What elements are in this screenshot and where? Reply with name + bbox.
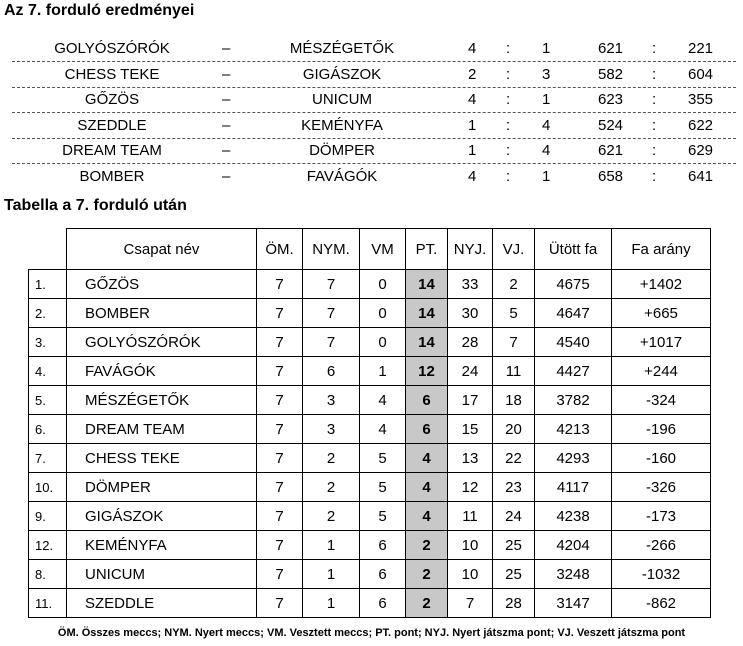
om-cell: 7 xyxy=(257,328,303,357)
vm-cell: 5 xyxy=(360,444,406,473)
om-cell: 7 xyxy=(257,415,303,444)
rank-cell: 11. xyxy=(29,589,67,618)
ratio-cell: -324 xyxy=(612,386,711,415)
pins-cell: 4238 xyxy=(535,502,612,531)
home-sets: 4 xyxy=(468,40,477,57)
home-pins: 621 xyxy=(598,142,624,159)
table-row xyxy=(29,270,711,299)
vm-cell: 0 xyxy=(360,299,406,328)
away-pins: 629 xyxy=(688,142,714,159)
nyj-cell: 17 xyxy=(448,386,493,415)
nyj-cell: 7 xyxy=(448,589,493,618)
nym-cell: 7 xyxy=(303,270,360,299)
pt-cell: 14 xyxy=(406,270,448,299)
pt-cell: 2 xyxy=(406,560,448,589)
nyj-cell: 33 xyxy=(448,270,493,299)
home-pins: 623 xyxy=(598,91,624,108)
pt-cell: 6 xyxy=(406,415,448,444)
pt-cell: 2 xyxy=(406,589,448,618)
footnote: ÖM. Összes meccs; NYM. Nyert meccs; VM. Vesztett meccs; PT. pont; NYJ. Nyert játszma pont; VJ. Veszett játszma pont xyxy=(57,627,686,639)
team-cell: FAVÁGÓK xyxy=(67,357,257,386)
nym-cell: 1 xyxy=(303,560,360,589)
om-cell: 7 xyxy=(257,473,303,502)
table-row xyxy=(29,560,711,589)
vm-cell: 4 xyxy=(360,386,406,415)
separator: : xyxy=(506,116,511,134)
vj-cell: 23 xyxy=(493,473,535,502)
vj-cell: 11 xyxy=(493,357,535,386)
away-team: DÖMPER xyxy=(309,142,375,159)
ratio-cell: -266 xyxy=(612,531,711,560)
table-row xyxy=(29,386,711,415)
ratio-cell: +1017 xyxy=(612,328,711,357)
team-cell: DREAM TEAM xyxy=(67,415,257,444)
vm-cell: 0 xyxy=(360,270,406,299)
ratio-cell: -862 xyxy=(612,589,711,618)
separator: : xyxy=(652,142,657,159)
result-row xyxy=(12,36,736,62)
separator: : xyxy=(652,91,657,108)
nym-cell: 2 xyxy=(303,473,360,502)
separator: : xyxy=(506,91,511,108)
vm-cell: 6 xyxy=(360,531,406,560)
team-cell: GIGÁSZOK xyxy=(67,502,257,531)
vj-cell: 7 xyxy=(493,328,535,357)
nym-cell: 3 xyxy=(303,415,360,444)
home-sets: 1 xyxy=(468,116,477,134)
vj-cell: 22 xyxy=(493,444,535,473)
nym-cell: 1 xyxy=(303,589,360,618)
team-cell: GOLYÓSZÓRÓK xyxy=(67,328,257,357)
column-header: ÖM. xyxy=(257,229,303,270)
nyj-cell: 12 xyxy=(448,473,493,502)
column-header: VJ. xyxy=(493,229,535,270)
om-cell: 7 xyxy=(257,299,303,328)
rank-cell: 5. xyxy=(29,386,67,415)
rank-cell: 9. xyxy=(29,502,67,531)
separator: : xyxy=(506,142,511,159)
nyj-cell: 10 xyxy=(448,560,493,589)
rank-cell: 4. xyxy=(29,357,67,386)
pins-cell: 3147 xyxy=(535,589,612,618)
result-row xyxy=(12,113,736,139)
ratio-cell: +1402 xyxy=(612,270,711,299)
rank-cell: 8. xyxy=(29,560,67,589)
team-cell: SZEDDLE xyxy=(67,589,257,618)
vm-cell: 5 xyxy=(360,473,406,502)
ratio-cell: -160 xyxy=(612,444,711,473)
team-cell: DÖMPER xyxy=(67,473,257,502)
om-cell: 7 xyxy=(257,357,303,386)
home-pins: 621 xyxy=(598,40,624,57)
dash: – xyxy=(222,167,231,185)
dash: – xyxy=(222,40,231,57)
pt-cell: 2 xyxy=(406,531,448,560)
away-team: MÉSZÉGETŐK xyxy=(289,40,395,57)
pins-cell: 3782 xyxy=(535,386,612,415)
team-cell: GŐZÖS xyxy=(67,270,257,299)
away-sets: 3 xyxy=(542,65,551,83)
away-sets: 1 xyxy=(542,167,551,185)
separator: : xyxy=(506,167,511,185)
home-sets: 4 xyxy=(468,167,477,185)
nym-cell: 6 xyxy=(303,357,360,386)
home-team: BOMBER xyxy=(79,167,145,185)
vm-cell: 4 xyxy=(360,415,406,444)
nym-cell: 7 xyxy=(303,299,360,328)
om-cell: 7 xyxy=(257,531,303,560)
nym-cell: 2 xyxy=(303,444,360,473)
home-sets: 2 xyxy=(468,65,477,83)
away-sets: 4 xyxy=(542,116,551,134)
ratio-cell: -326 xyxy=(612,473,711,502)
column-header: Csapat név xyxy=(67,229,257,270)
home-pins: 524 xyxy=(598,116,624,134)
result-row xyxy=(12,87,736,113)
home-team: GOLYÓSZÓRÓK xyxy=(54,40,170,57)
table-row xyxy=(29,357,711,386)
table-row xyxy=(29,531,711,560)
pt-cell: 4 xyxy=(406,444,448,473)
column-header: NYM. xyxy=(303,229,360,270)
pt-cell: 6 xyxy=(406,386,448,415)
home-sets: 1 xyxy=(468,142,477,159)
nyj-cell: 10 xyxy=(448,531,493,560)
om-cell: 7 xyxy=(257,560,303,589)
nym-cell: 3 xyxy=(303,386,360,415)
nyj-cell: 13 xyxy=(448,444,493,473)
om-cell: 7 xyxy=(257,589,303,618)
away-pins: 355 xyxy=(688,91,714,108)
result-row xyxy=(12,138,736,164)
pins-cell: 4117 xyxy=(535,473,612,502)
dash: – xyxy=(222,65,231,83)
standings-table xyxy=(28,228,711,618)
away-sets: 4 xyxy=(542,142,551,159)
vm-cell: 1 xyxy=(360,357,406,386)
nym-cell: 1 xyxy=(303,531,360,560)
result-row xyxy=(12,62,736,88)
home-team: GŐZÖS xyxy=(84,91,140,108)
home-team: CHESS TEKE xyxy=(64,65,160,83)
table-row xyxy=(29,444,711,473)
table-title: Tabella a 7. forduló után xyxy=(4,197,187,214)
vj-cell: 24 xyxy=(493,502,535,531)
pins-cell: 4427 xyxy=(535,357,612,386)
away-pins: 641 xyxy=(688,167,714,185)
result-row xyxy=(12,164,736,189)
pt-cell: 14 xyxy=(406,328,448,357)
pins-cell: 4675 xyxy=(535,270,612,299)
away-sets: 1 xyxy=(542,91,551,108)
home-team: DREAM TEAM xyxy=(62,142,162,159)
separator: : xyxy=(506,65,511,83)
team-cell: UNICUM xyxy=(67,560,257,589)
om-cell: 7 xyxy=(257,270,303,299)
home-team: SZEDDLE xyxy=(77,116,147,134)
column-header: PT. xyxy=(406,229,448,270)
vm-cell: 6 xyxy=(360,560,406,589)
dash: – xyxy=(222,116,231,134)
table-row xyxy=(29,328,711,357)
pt-cell: 4 xyxy=(406,473,448,502)
away-team: UNICUM xyxy=(312,91,372,108)
team-cell: MÉSZÉGETŐK xyxy=(67,386,257,415)
ratio-cell: -1032 xyxy=(612,560,711,589)
dash: – xyxy=(222,142,231,159)
away-pins: 604 xyxy=(688,65,714,83)
vj-cell: 5 xyxy=(493,299,535,328)
pins-cell: 4293 xyxy=(535,444,612,473)
nyj-cell: 28 xyxy=(448,328,493,357)
header-blank-cell xyxy=(29,229,67,270)
away-team: KEMÉNYFA xyxy=(301,116,383,134)
dash: – xyxy=(222,91,231,108)
rank-cell: 3. xyxy=(29,328,67,357)
om-cell: 7 xyxy=(257,386,303,415)
vj-cell: 2 xyxy=(493,270,535,299)
table-row xyxy=(29,299,711,328)
rank-cell: 2. xyxy=(29,299,67,328)
team-cell: CHESS TEKE xyxy=(67,444,257,473)
away-pins: 622 xyxy=(688,116,714,134)
table-row xyxy=(29,502,711,531)
ratio-cell: +665 xyxy=(612,299,711,328)
away-pins: 221 xyxy=(688,40,714,57)
ratio-cell: -196 xyxy=(612,415,711,444)
vj-cell: 20 xyxy=(493,415,535,444)
away-team: FAVÁGÓK xyxy=(306,167,378,185)
home-sets: 4 xyxy=(468,91,477,108)
table-row xyxy=(29,473,711,502)
vm-cell: 6 xyxy=(360,589,406,618)
separator: : xyxy=(652,40,657,57)
pins-cell: 4647 xyxy=(535,299,612,328)
separator: : xyxy=(652,65,657,83)
rank-cell: 7. xyxy=(29,444,67,473)
nyj-cell: 24 xyxy=(448,357,493,386)
results-title: Az 7. forduló eredményei xyxy=(4,2,195,19)
nym-cell: 2 xyxy=(303,502,360,531)
home-pins: 582 xyxy=(598,65,624,83)
separator: : xyxy=(652,116,657,134)
column-header: Fa arány xyxy=(612,229,711,270)
pins-cell: 4540 xyxy=(535,328,612,357)
om-cell: 7 xyxy=(257,444,303,473)
pins-cell: 4213 xyxy=(535,415,612,444)
team-cell: KEMÉNYFA xyxy=(67,531,257,560)
separator: : xyxy=(506,40,511,57)
away-sets: 1 xyxy=(542,40,551,57)
vm-cell: 5 xyxy=(360,502,406,531)
rank-cell: 12. xyxy=(29,531,67,560)
rank-cell: 1. xyxy=(29,270,67,299)
vj-cell: 28 xyxy=(493,589,535,618)
pt-cell: 14 xyxy=(406,299,448,328)
rank-cell: 10. xyxy=(29,473,67,502)
team-cell: BOMBER xyxy=(67,299,257,328)
vj-cell: 25 xyxy=(493,560,535,589)
table-row xyxy=(29,589,711,618)
separator: : xyxy=(652,167,657,185)
table-row xyxy=(29,415,711,444)
nym-cell: 7 xyxy=(303,328,360,357)
table-header-row xyxy=(29,229,711,270)
vj-cell: 25 xyxy=(493,531,535,560)
om-cell: 7 xyxy=(257,502,303,531)
home-pins: 658 xyxy=(598,167,624,185)
column-header: Ütött fa xyxy=(535,229,612,270)
pins-cell: 3248 xyxy=(535,560,612,589)
away-team: GIGÁSZOK xyxy=(302,65,382,83)
vm-cell: 0 xyxy=(360,328,406,357)
column-header: NYJ. xyxy=(448,229,493,270)
pins-cell: 4204 xyxy=(535,531,612,560)
ratio-cell: -173 xyxy=(612,502,711,531)
nyj-cell: 11 xyxy=(448,502,493,531)
vj-cell: 18 xyxy=(493,386,535,415)
nyj-cell: 15 xyxy=(448,415,493,444)
column-header: VM xyxy=(360,229,406,270)
pt-cell: 4 xyxy=(406,502,448,531)
ratio-cell: +244 xyxy=(612,357,711,386)
rank-cell: 6. xyxy=(29,415,67,444)
nyj-cell: 30 xyxy=(448,299,493,328)
pt-cell: 12 xyxy=(406,357,448,386)
